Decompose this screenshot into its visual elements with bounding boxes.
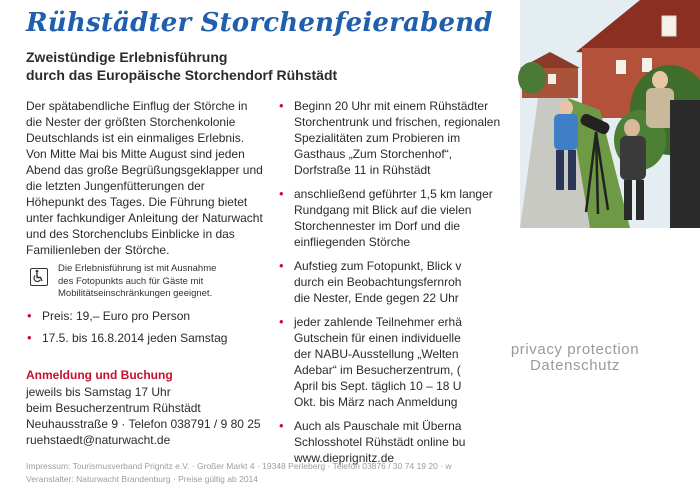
program-line: Rundgang mit Blick auf die vielen bbox=[294, 203, 472, 217]
program-line: Storchennester im Dorf und die bbox=[294, 219, 461, 233]
bullet-icon: • bbox=[279, 418, 284, 433]
program-line: anschließend geführter 1,5 km langer bbox=[294, 187, 493, 201]
subtitle-line-1: Zweistündige Erlebnisführung bbox=[26, 49, 228, 65]
bullet-icon: • bbox=[27, 308, 32, 323]
footer-imprint: Impressum: Tourismusverband Prignitz e.V. · Großer Markt 4 · 19348 Perleberg · Telefon 03876 / 30 74 19 20 · w bbox=[26, 461, 452, 471]
bullet-icon: • bbox=[27, 330, 32, 345]
program-line: Spezialitäten zum Probieren im bbox=[294, 131, 461, 145]
footer bbox=[26, 460, 450, 490]
program-line: Auch als Pauschale mit Überna bbox=[294, 419, 462, 433]
program-line: Beginn 20 Uhr mit einem Rühstädter bbox=[294, 99, 489, 113]
program-item-voucher bbox=[278, 314, 462, 410]
booking-line: beim Besucherzentrum Rühstädt bbox=[26, 401, 201, 415]
note-line: des Fotopunkts auch für Gäste mit bbox=[58, 275, 204, 287]
dates-text: 17.5. bis 16.8.2014 jeden Samstag bbox=[42, 331, 228, 345]
booking-line: jeweils bis Samstag 17 Uhr bbox=[26, 385, 171, 399]
village-photo bbox=[520, 0, 700, 228]
booking-details bbox=[26, 384, 266, 448]
price-date-list bbox=[26, 308, 266, 352]
booking-line: Neuhausstraße 9 · Telefon 038791 / 9 80 25 bbox=[26, 417, 261, 431]
program-line: Okt. bis März nach Anmeldung bbox=[294, 395, 458, 409]
program-line: Dorfstraße 11 in Rühstädt bbox=[294, 163, 431, 177]
program-line: April bis Sept. täglich 10 – 18 U bbox=[294, 379, 462, 393]
program-line: Gasthaus „Zum Storchenhof“, bbox=[294, 147, 453, 161]
program-line: Aufstieg zum Fotopunkt, Blick v bbox=[294, 259, 462, 273]
program-item-tour bbox=[278, 186, 493, 250]
privacy-line-2: Datenschutz bbox=[530, 357, 620, 374]
bullet-icon: • bbox=[279, 314, 284, 329]
list-item-dates bbox=[26, 330, 266, 346]
intro-paragraph: Der spätabendliche Einflug der Störche in die Nester der größten Storchenkolonie Deutschlands ist ein einmaliges Erlebnis. Von Mitte Mai bis Mitte August sind jeden Abend das große Begrüßungsgeklapper und die letzten Jungenfütterungen der Höhepunkt des Tages. Die Führung bietet unter fachkundiger Anleitung der Naturwacht und des Storchenclubs Einblicke in das Familienleben der Störche. bbox=[26, 99, 263, 257]
accessibility-note-text bbox=[58, 263, 258, 301]
program-line: die Nester, Ende gegen 22 Uhr bbox=[294, 291, 459, 305]
wheelchair-icon bbox=[30, 268, 48, 286]
program-line: durch ein Beobachtungsfernroh bbox=[294, 275, 462, 289]
website-link: www.dieprignitz.de bbox=[294, 451, 395, 465]
program-line: Schlosshotel Rühstädt online bu bbox=[294, 435, 466, 449]
program-line: jeder zahlende Teilnehmer erhä bbox=[294, 315, 462, 329]
note-line: Die Erlebnisführung ist mit Ausnahme bbox=[58, 263, 217, 274]
bullet-icon: • bbox=[279, 186, 284, 201]
program-item-package bbox=[278, 418, 466, 466]
program-item-start bbox=[278, 98, 501, 178]
page-title: Rühstädter Storchenfeierabend bbox=[26, 8, 493, 38]
accessibility-note bbox=[30, 263, 270, 307]
subtitle bbox=[26, 48, 496, 84]
footer-organizer: Veranstalter: Naturwacht Brandenburg · Preise gültig ab 2014 bbox=[26, 474, 258, 484]
note-line: Mobilitätseinschränkungen geeignet. bbox=[58, 288, 213, 299]
bullet-icon: • bbox=[279, 258, 284, 273]
program-line: Gutschein für einen individuelle bbox=[294, 331, 461, 345]
program-list bbox=[278, 98, 501, 466]
program-line: Adebar“ im Besucherzentrum, ( bbox=[294, 363, 461, 377]
price-text: Preis: 19,– Euro pro Person bbox=[42, 309, 191, 323]
privacy-watermark bbox=[490, 342, 660, 374]
bullet-icon: • bbox=[279, 98, 284, 113]
booking-email: ruehstaedt@naturwacht.de bbox=[26, 433, 171, 447]
program-line: der NABU-Ausstellung „Welten bbox=[294, 347, 459, 361]
subtitle-line-2: durch das Europäische Storchendorf Rühstädt bbox=[26, 67, 338, 83]
booking-heading: Anmeldung und Buchung bbox=[26, 368, 173, 382]
program-column bbox=[278, 98, 501, 465]
program-item-photopoint bbox=[278, 258, 462, 306]
program-line: Storchentrunk und frischen, regionalen bbox=[294, 115, 501, 129]
privacy-line-1: privacy protection bbox=[510, 341, 640, 358]
list-item-price bbox=[26, 308, 266, 324]
program-line: einfliegenden Störche bbox=[294, 235, 411, 249]
